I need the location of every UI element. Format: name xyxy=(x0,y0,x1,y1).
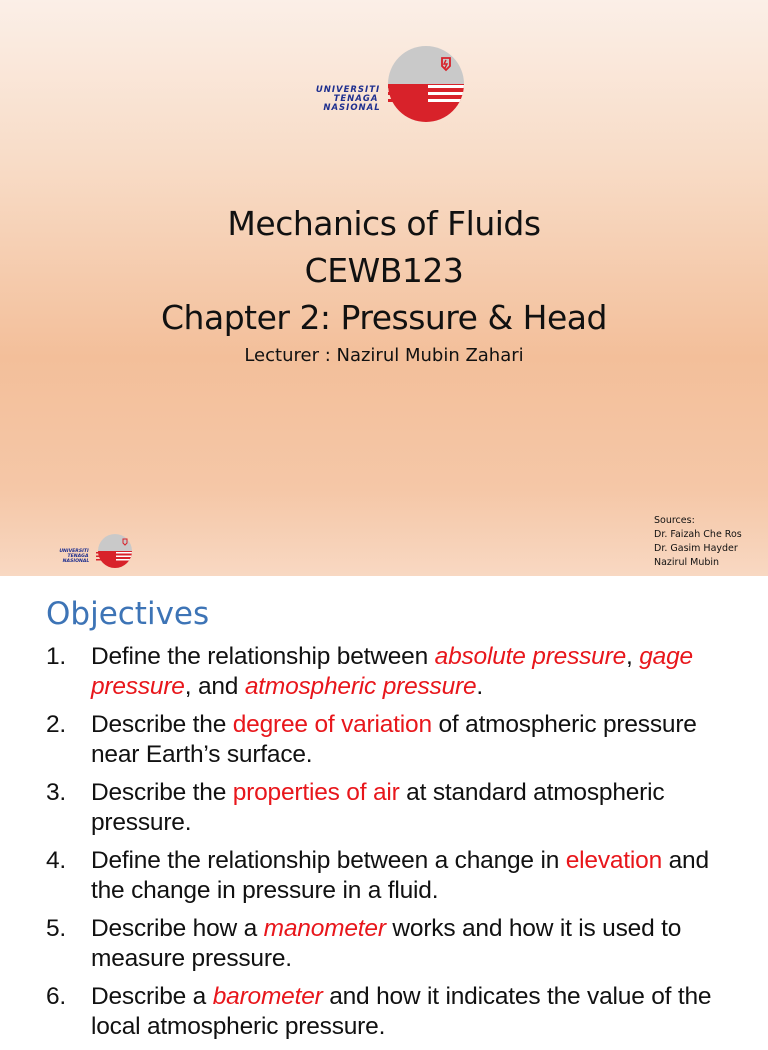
course-title: Mechanics of Fluids xyxy=(227,204,541,243)
objective-text: Define the relationship between a change in xyxy=(91,847,566,874)
objective-keyword: absolute pressure xyxy=(434,643,626,670)
lecturer-name: Lecturer : Nazirul Mubin Zahari xyxy=(244,345,524,366)
objective-text: at standard atmospheric pressure. xyxy=(91,779,665,836)
logo-small-text-line3: NASIONAL xyxy=(62,559,90,564)
objective-number: 6. xyxy=(46,983,67,1010)
objective-text: Describe the xyxy=(91,779,233,806)
objective-item xyxy=(46,778,746,838)
logo-text-line2: TENAGA xyxy=(333,94,379,104)
objective-item xyxy=(46,914,746,974)
objective-keyword: elevation xyxy=(565,847,663,874)
source-item: Dr. Gasim Hayder xyxy=(654,543,738,554)
objective-keyword: degree of variation xyxy=(232,711,432,738)
objectives-heading: Objectives xyxy=(46,596,210,632)
objective-keyword: manometer xyxy=(263,915,386,942)
logo-small-text-line2: TENAGA xyxy=(67,554,89,559)
objective-item xyxy=(46,846,746,906)
objective-text: . xyxy=(476,673,484,700)
objective-keyword: barometer xyxy=(212,983,323,1010)
sources-credit xyxy=(654,514,742,570)
objective-keyword: atmospheric pressure xyxy=(244,673,477,700)
objectives-slide xyxy=(0,576,768,1040)
objective-text: , and xyxy=(184,673,245,700)
objectives-list xyxy=(46,642,746,1050)
objective-text: Describe how a xyxy=(91,915,264,942)
objective-text: Define the relationship between xyxy=(91,643,435,670)
source-item: Dr. Faizah Che Ros xyxy=(654,529,742,540)
logo-small-text-line1: UNIVERSITI xyxy=(59,549,89,554)
university-logo-icon xyxy=(300,44,470,126)
logo-text-line1: UNIVERSITI xyxy=(315,85,381,95)
sources-label: Sources: xyxy=(654,515,695,526)
objective-text: works and how it is used to measure pressure. xyxy=(91,915,682,972)
objective-item xyxy=(46,982,746,1042)
objective-number: 2. xyxy=(46,711,67,738)
objective-text: and how it indicates the value of the local atmospheric pressure. xyxy=(91,983,712,1040)
objective-item xyxy=(46,710,746,770)
objective-keyword: gage pressure xyxy=(91,643,693,700)
objective-item xyxy=(46,642,746,702)
title-block xyxy=(0,200,768,371)
objective-number: 4. xyxy=(46,847,67,874)
objective-text: and the change in pressure in a fluid. xyxy=(91,847,709,904)
objective-number: 5. xyxy=(46,915,67,942)
objective-number: 1. xyxy=(46,643,67,670)
objective-text: Describe the xyxy=(91,711,233,738)
logo-text-line3: NASIONAL xyxy=(323,103,381,113)
objective-text: of atmospheric pressure near Earth’s surface. xyxy=(91,711,697,768)
chapter-title: Chapter 2: Pressure & Head xyxy=(161,298,607,337)
objective-keyword: properties of air xyxy=(232,779,400,806)
objective-text: , xyxy=(626,643,640,670)
objective-text: Describe a xyxy=(91,983,213,1010)
source-item: Nazirul Mubin xyxy=(654,557,720,568)
course-code: CEWB123 xyxy=(304,251,464,290)
objective-number: 3. xyxy=(46,779,67,806)
university-logo-small-icon xyxy=(52,532,138,570)
